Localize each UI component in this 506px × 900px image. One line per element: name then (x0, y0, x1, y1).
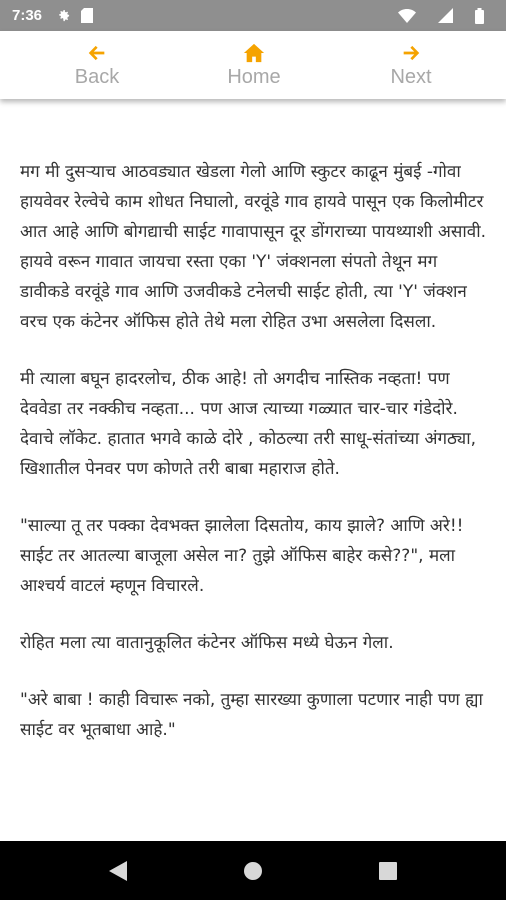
status-bar (0, 0, 506, 31)
next-label: Next (390, 65, 432, 88)
story-paragraph: मी त्याला बघून हादरलोच, ठीक आहे! तो अगदीच नास्तिक नव्हता! पण देववेडा तर नक्कीच नव्हता... पण आज त्याच्या गळ्यात चार-चार गंडेदोरे. देवाचे लॉकेट. हातात भगवे काळे दोरे , कोठल्या तरी साधू-संतांच्या अंगठ्या, खिशातील पेनवर पण कोणते तरी बाबा महाराज होते. (20, 369, 477, 479)
story-paragraph: रोहित मला त्या वातानुकूलित कंटेनर ऑफिस मध्ये घेऊन गेला. (20, 633, 394, 653)
back-button[interactable] (52, 35, 142, 95)
sd-card-icon (81, 8, 93, 23)
back-triangle-icon (109, 861, 127, 881)
story-paragraph: मग मी दुसऱ्याच आठवड्यात खेडला गेलो आणि स्कुटर काढून मुंबई -गोवा हायवेवर रेल्वेचे काम शोधत निघालो, वरवूंडे गाव हायवे पासून एक किलोमीटर आत आहे आणि बोगद्याची साईट गावापासून दूर डोंगराच्या पायथ्याशी असावी. हायवे वरून गावात जायचा रस्ता एका 'Y' जंक्शनला संपतो तेथून मग डावीकडे वरवूंडे गाव आणि उजवीकडे टनेलची साईट होती, त्या 'Y' जंक्शन वरच एक कंटेनर ऑफिस होते तेथे मला रोहित उभा असलेला दिसला. (20, 162, 487, 332)
status-time: 7:36 (12, 7, 43, 24)
home-label: Home (227, 65, 281, 88)
gear-icon (56, 8, 71, 23)
home-button[interactable] (209, 35, 299, 95)
battery-icon (475, 8, 484, 24)
wifi-icon (398, 9, 416, 23)
home-circle-icon (243, 861, 263, 881)
system-navigation-bar (0, 841, 506, 900)
story-paragraph: "अरे बाबा ! काही विचारू नको, तुम्हा सारख्या कुणाला पटणार नाही पण ह्या साईट वर भूतबाधा आहे." (20, 690, 483, 740)
recents-square-icon (379, 862, 397, 880)
nav-bar (0, 31, 506, 99)
system-back-button[interactable] (88, 851, 148, 891)
story-paragraph: "साल्या तू तर पक्का देवभक्त झालेला दिसतोय, काय झाले? आणि अरे!! साईट तर आतल्या बाजूला असेल ना? तुझे ऑफिस बाहेर कसे??", मला आश्चर्य वाटलं म्हणून विचारले. (20, 516, 464, 596)
system-recents-button[interactable] (358, 851, 418, 891)
signal-icon (438, 8, 453, 23)
next-button[interactable] (366, 35, 456, 95)
home-icon (243, 42, 265, 64)
story-content[interactable] (0, 99, 506, 841)
arrow-left-icon (86, 42, 108, 64)
arrow-right-icon (400, 42, 422, 64)
system-home-button[interactable] (223, 851, 283, 891)
back-label: Back (74, 65, 120, 88)
